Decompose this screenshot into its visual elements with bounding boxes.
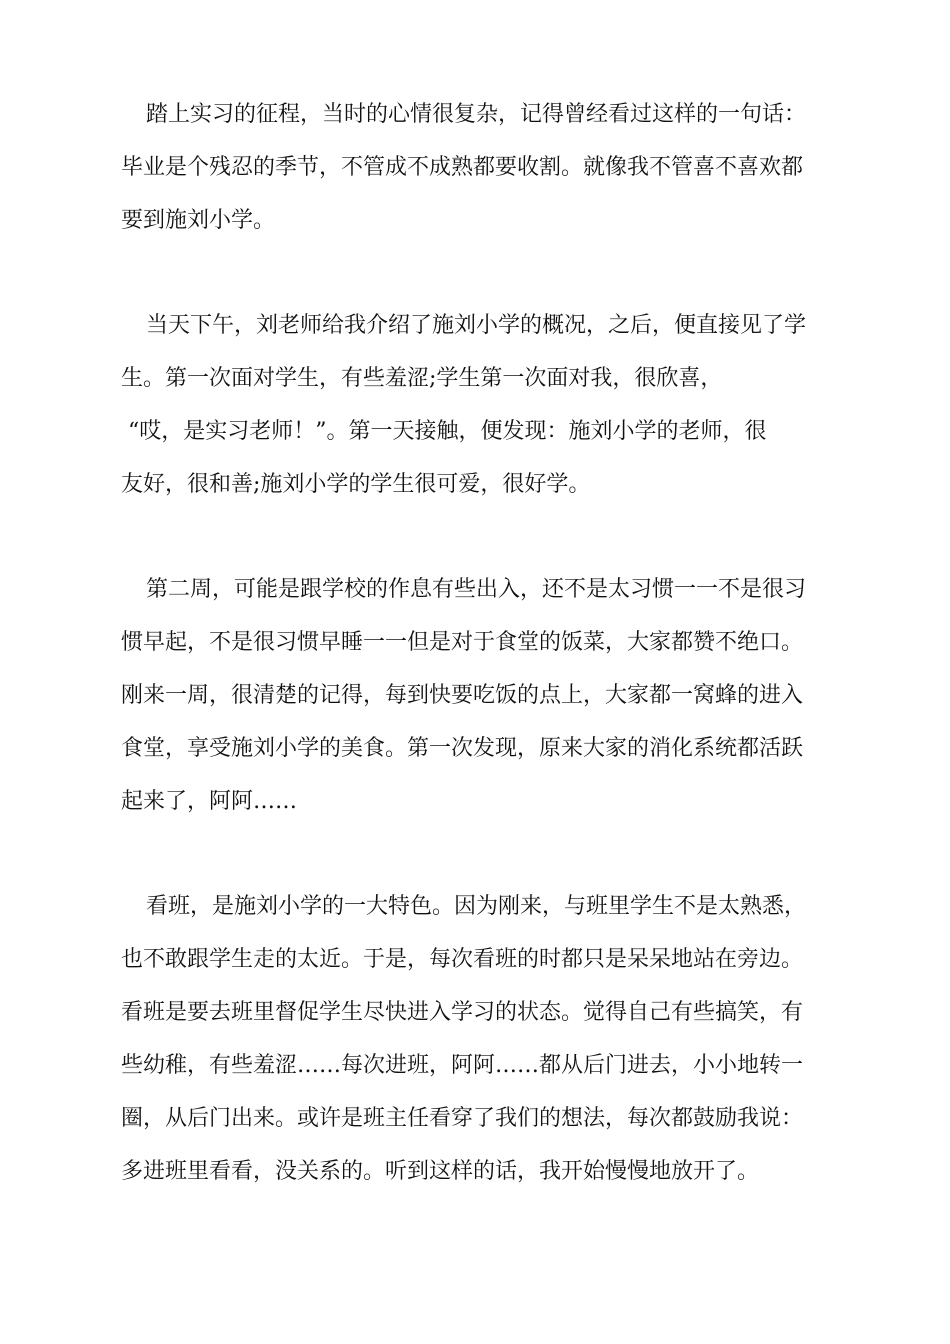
paragraph-4-line-1: 看班，是施刘小学的一大特色。因为刚来，与班里学生不是太熟悉， [146,894,807,919]
paragraph-1-line-1: 踏上实习的征程，当时的心情很复杂，记得曾经看过这样的一句话： [146,102,807,127]
paragraph-2-line-2: 生。第一次面对学生，有些羞涩;学生第一次面对我，很欣喜， [121,366,723,391]
paragraph-3-line-1: 第二周，可能是跟学校的作息有些出入，还不是太习惯一一不是很习 [146,577,807,602]
paragraph-2-line-3: “哎，是实习老师！”。第一天接触，便发现：施刘小学的老师，很 [128,419,767,444]
paragraph-3-line-5: 起来了，阿阿…… [121,789,298,814]
paragraph-4-line-4: 些幼稚，有些羞涩……每次进班，阿阿……都从后门进去，小小地转一 [121,1053,804,1078]
paragraph-3-line-3: 刚来一周，很清楚的记得，每到快要吃饭的点上，大家都一窝蜂的进入 [121,683,804,708]
paragraph-4-line-3: 看班是要去班里督促学生尽快进入学习的状态。觉得自己有些搞笑，有 [121,1000,804,1025]
paragraph-4-line-5: 圈，从后门出来。或许是班主任看穿了我们的想法，每次都鼓励我说： [121,1106,804,1131]
paragraph-2-line-1: 当天下午，刘老师给我介绍了施刘小学的概况，之后，便直接见了学 [146,313,807,338]
paragraph-1-line-2: 毕业是个残忍的季节，不管成不成熟都要收割。就像我不管喜不喜欢都 [121,155,804,180]
paragraph-3-line-2: 惯早起，不是很习惯早睡一一但是对于食堂的饭菜，大家都赞不绝口。 [121,630,804,655]
paragraph-3-line-4: 食堂，享受施刘小学的美食。第一次发现，原来大家的消化系统都活跃 [121,736,804,761]
paragraph-1-line-3: 要到施刘小学。 [121,208,276,233]
paragraph-2-line-4: 友好，很和善;施刘小学的学生很可爱，很好学。 [121,472,591,497]
paragraph-4-line-2: 也不敢跟学生走的太近。于是，每次看班的时都只是呆呆地站在旁边。 [121,947,804,972]
paragraph-4-line-6: 多进班里看看，没关系的。听到这样的话，我开始慢慢地放开了。 [121,1159,760,1184]
